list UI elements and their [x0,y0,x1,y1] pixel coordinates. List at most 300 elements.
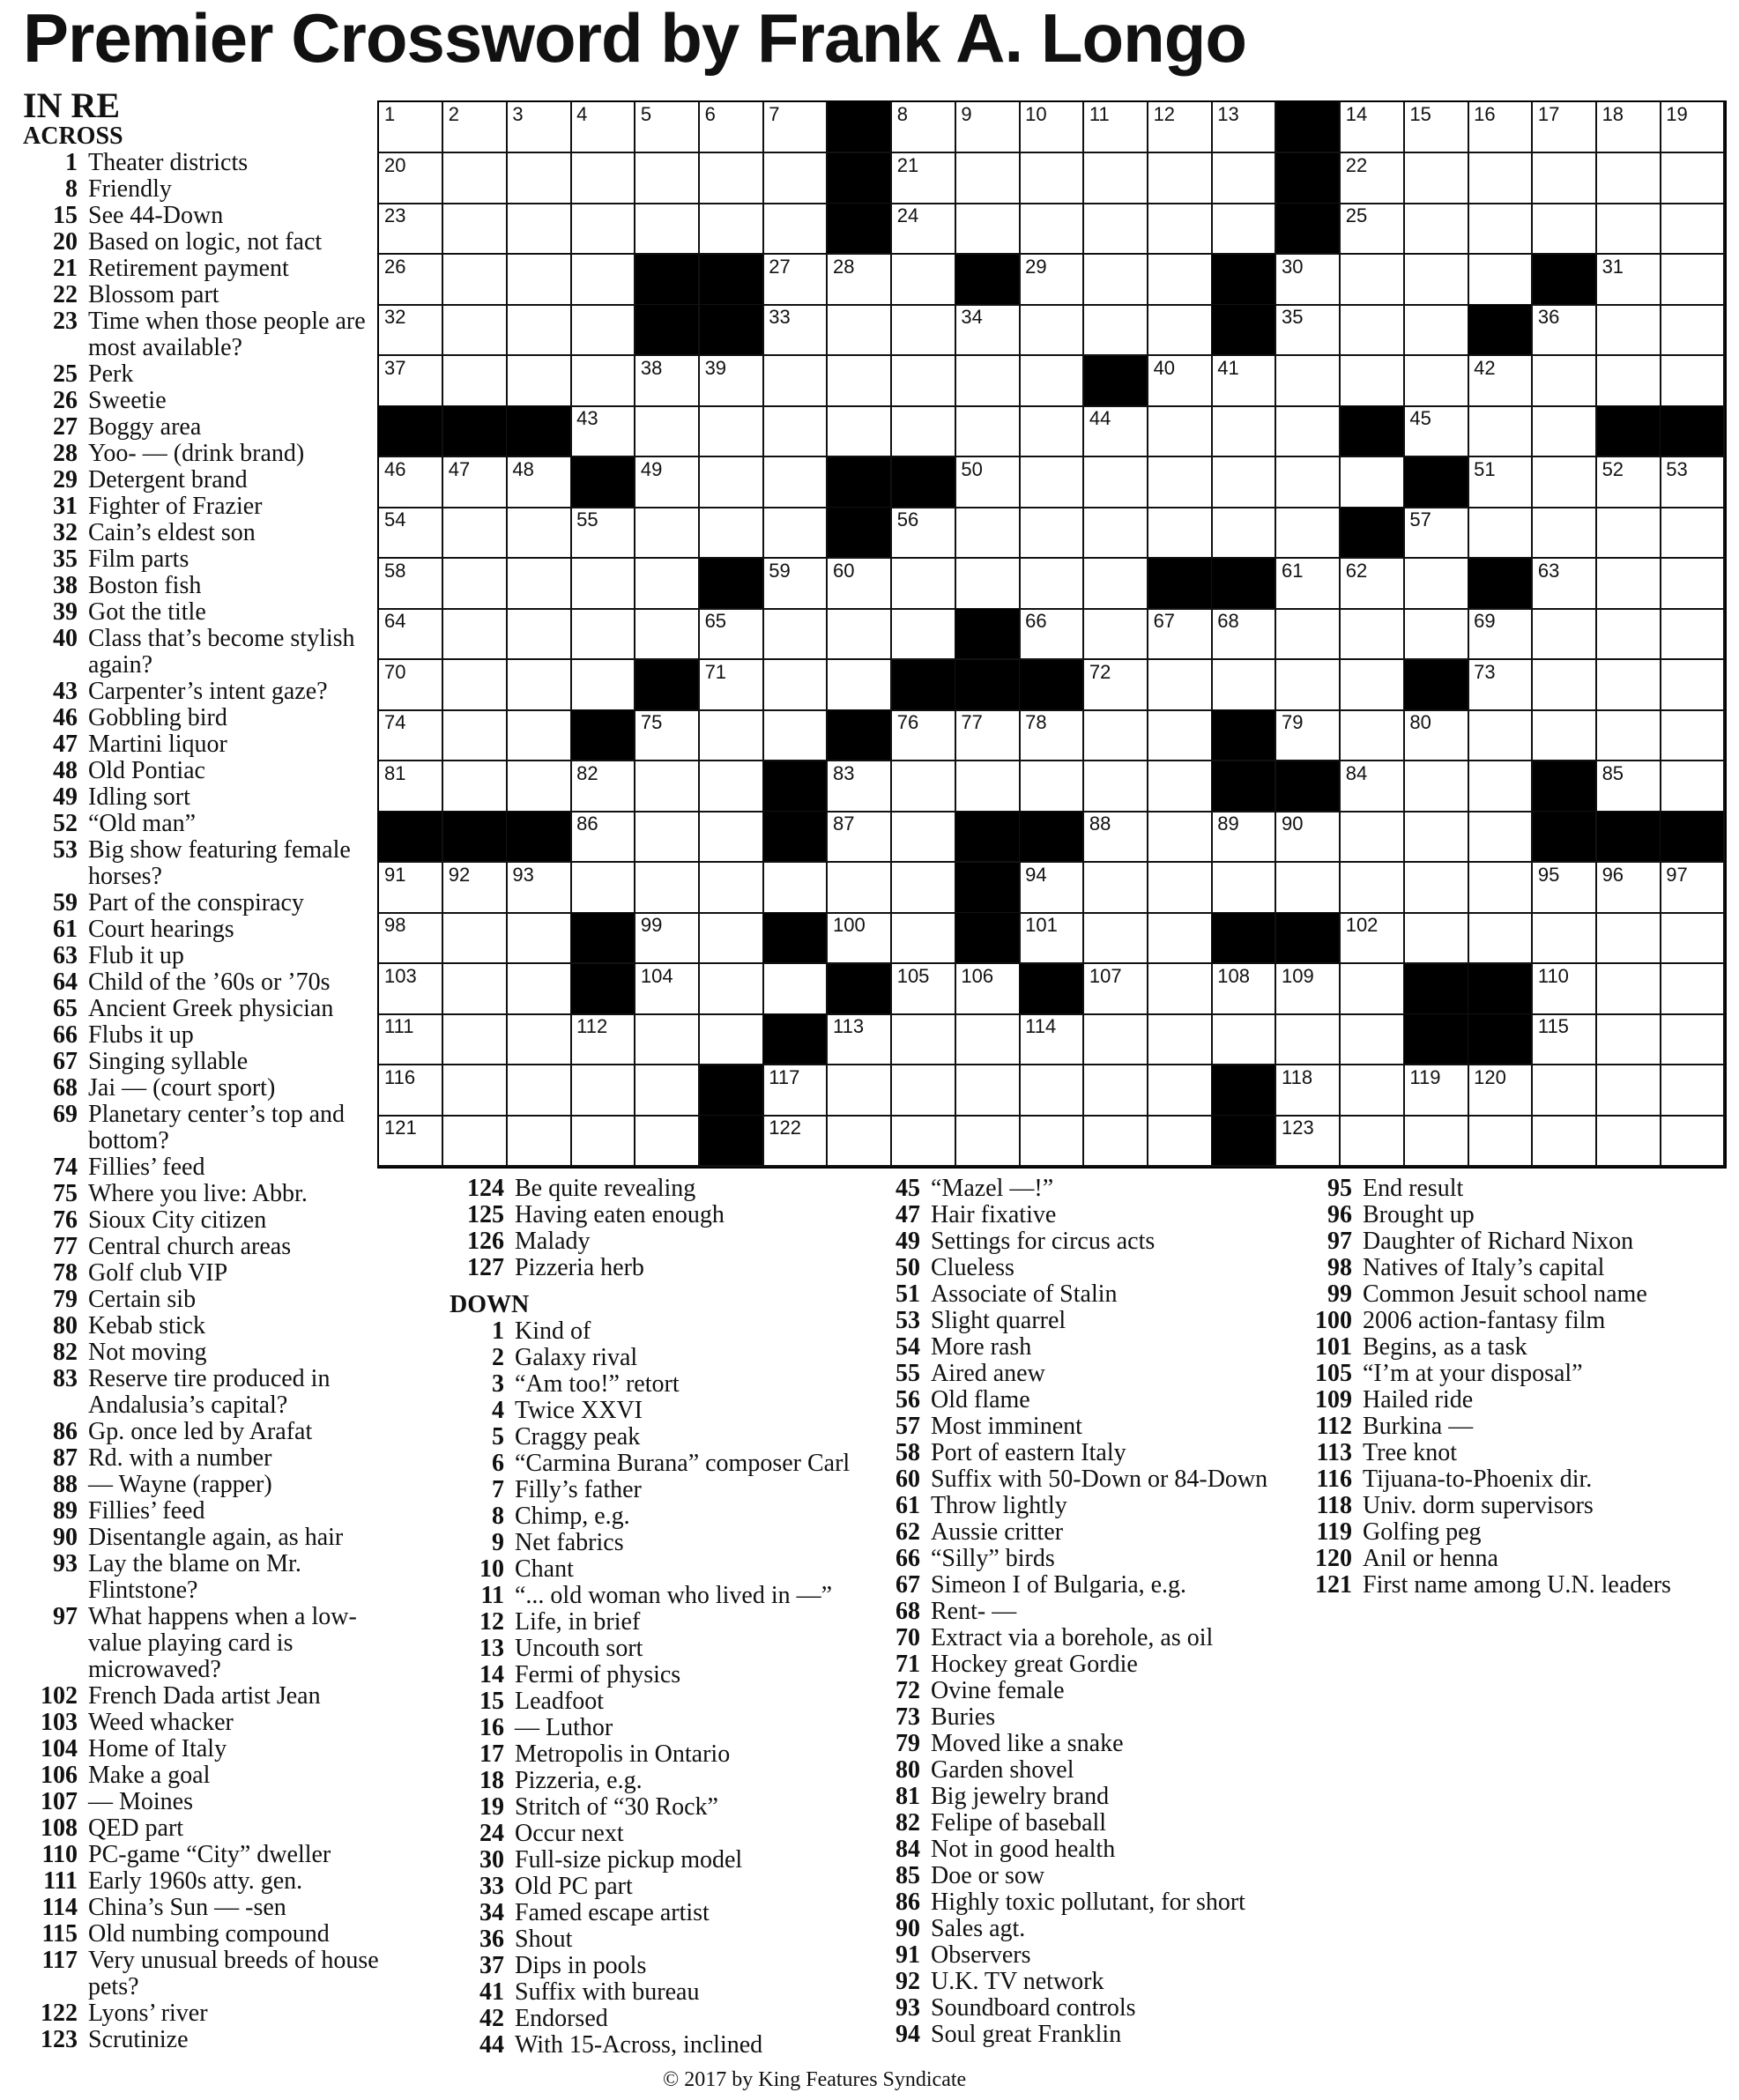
grid-cell [1084,559,1148,610]
grid-cell [1533,913,1597,964]
cell-number: 95 [1537,863,1560,886]
clue-number: 107 [41,1788,78,1815]
grid-cell [1597,255,1661,306]
grid-cell [955,761,1020,813]
clue-number: 104 [41,1735,78,1762]
clue-number: 39 [53,598,78,626]
clue-number: 50 [896,1254,920,1281]
grid-block [571,457,635,508]
clue-number: 69 [53,1101,78,1128]
grid-block [828,102,892,153]
clue-text: Flubs it up [88,1021,194,1049]
clue-item [23,203,404,229]
clue-item [450,1228,864,1255]
clue-number: 7 [492,1476,504,1503]
clue-item [450,1609,864,1636]
cell-number: 52 [1602,457,1624,480]
clue-number: 76 [53,1206,78,1234]
clue-number: 93 [53,1550,78,1577]
grid-cell [1020,305,1084,356]
clue-item [881,1228,1296,1255]
grid-cell [892,964,956,1015]
clue-item [23,2027,404,2053]
clue-item [23,1445,404,1472]
clue-item [23,150,404,176]
grid-cell [1212,153,1276,204]
grid-cell [892,102,956,153]
clue-item [450,1979,864,2006]
clue-number: 51 [896,1280,920,1308]
clue-text: Old Pontiac [88,757,205,784]
grid-cell [1020,356,1084,407]
grid-cell [507,102,571,153]
grid-cell [1341,812,1405,863]
cell-number: 19 [1666,103,1688,125]
clue-number: 65 [53,995,78,1022]
clue-item [23,1789,404,1815]
clue-number: 99 [1327,1280,1352,1308]
clue-item [23,626,404,679]
clue-item [450,1636,864,1662]
cell-number: 24 [896,204,919,227]
grid-cell [700,1014,764,1065]
clue-item [1304,1572,1728,1599]
clue-text: Felipe of baseball [931,1809,1107,1837]
clue-item [23,546,404,573]
grid-block [955,609,1020,660]
grid-cell [1148,1065,1213,1117]
grid-cell [571,559,635,610]
grid-block [1212,1116,1276,1167]
clue-item [23,441,404,467]
cell-number: 114 [1025,1015,1057,1038]
clue-text: — Luthor [515,1714,613,1741]
cell-number: 50 [961,457,983,480]
clue-number: 28 [53,440,78,467]
clue-number: 112 [1316,1413,1352,1440]
grid-cell [1148,913,1213,964]
cell-number: 11 [1089,103,1110,125]
cell-number: 98 [384,914,406,937]
grid-cell [1084,102,1148,153]
grid-block [763,1014,828,1065]
clue-text: Fighter of Frazier [88,493,263,520]
clue-item [23,679,404,705]
clue-text: Endorsed [515,2005,608,2032]
cell-number: 26 [384,255,406,278]
clue-number: 110 [41,1841,78,1868]
cell-number: 35 [1282,306,1304,329]
clue-text: Hair fixative [931,1201,1057,1228]
grid-block [1341,508,1405,559]
clue-text: Golfing peg [1363,1518,1482,1546]
clue-item [23,837,404,890]
cell-number: 20 [384,153,406,176]
cell-number: 81 [384,761,406,784]
clue-text: Chant [515,1555,574,1583]
clue-text: Based on logic, not fact [88,228,323,256]
grid-block [1468,305,1533,356]
clue-text: Port of eastern Italy [931,1439,1126,1466]
grid-cell [507,660,571,711]
grid-cell [1468,255,1533,306]
clue-item [23,1154,404,1181]
clue-text: Life, in brief [515,1608,641,1636]
grid-cell [1661,609,1725,660]
clue-item [23,969,404,996]
clue-number: 126 [467,1228,504,1255]
grid-cell [700,660,764,711]
grid-cell [1276,710,1341,761]
grid-cell [1404,913,1468,964]
cell-number: 111 [384,1015,414,1038]
clue-number: 82 [53,1339,78,1366]
grid-cell [571,812,635,863]
clue-number: 49 [896,1228,920,1255]
clue-text: Yoo- — (drink brand) [88,440,305,467]
clue-text: Where you live: Abbr. [88,1180,308,1207]
cell-number: 1 [384,103,396,125]
grid-cell [892,913,956,964]
grid-cell [1404,102,1468,153]
grid-cell [1020,609,1084,660]
clue-text: Sioux City citizen [88,1206,267,1234]
grid-cell [571,204,635,255]
clue-text: Idling sort [88,783,190,811]
clue-item [450,1477,864,1503]
clue-item [23,176,404,203]
clue-number: 44 [479,2031,504,2059]
clue-number: 21 [53,255,78,282]
grid-cell [1404,863,1468,914]
clue-number: 75 [53,1180,78,1207]
grid-cell [443,356,508,407]
clue-item [23,996,404,1022]
cell-number: 87 [833,813,855,835]
clue-number: 114 [41,1894,78,1921]
clue-text: Filly’s father [515,1476,642,1503]
cell-number: 122 [769,1117,801,1139]
page-title: Premier Crossword by Frank A. Longo [23,0,1247,77]
clue-text: Boston fish [88,572,202,599]
grid-cell [1020,508,1084,559]
cell-number: 82 [576,761,598,784]
cell-number: 70 [384,660,406,683]
down-heading: DOWN [450,1291,530,1318]
cell-number: 69 [1474,610,1496,633]
cell-number: 7 [769,103,780,125]
grid-cell [1341,863,1405,914]
cell-number: 59 [769,559,791,582]
grid-block [1276,204,1341,255]
clue-number: 52 [53,810,78,837]
clue-column-3 [881,1176,1296,2048]
cell-number: 78 [1025,711,1047,734]
grid-block [1212,710,1276,761]
grid-block [1212,305,1276,356]
clue-number: 15 [479,1688,504,1715]
cell-number: 67 [1153,610,1176,633]
clue-number: 34 [479,1899,504,1926]
clue-number: 2 [492,1344,504,1371]
clue-text: Got the title [88,598,206,626]
clue-number: 33 [479,1873,504,1900]
grid-cell [1533,1116,1597,1167]
grid-cell [892,812,956,863]
clue-number: 57 [896,1413,920,1440]
clue-text: Dips in pools [515,1952,647,1979]
grid-cell [1148,356,1213,407]
clue-number: 25 [53,360,78,388]
grid-cell [1597,1116,1661,1167]
cell-number: 96 [1602,863,1624,886]
cell-number: 41 [1217,356,1239,379]
clue-number: 71 [896,1651,920,1678]
clue-number: 67 [896,1571,920,1599]
grid-cell [507,761,571,813]
grid-block [1212,761,1276,813]
grid-cell [1468,508,1533,559]
cell-number: 103 [384,964,417,987]
grid-cell [1341,913,1405,964]
clue-number: 97 [1327,1228,1352,1255]
clue-number: 1 [65,149,78,176]
clue-item [881,1889,1296,1916]
cell-number: 61 [1282,559,1304,582]
grid-cell [700,356,764,407]
cell-number: 102 [1345,914,1379,937]
cell-number: 38 [640,356,663,379]
grid-cell [1533,660,1597,711]
grid-cell [1084,457,1148,508]
cell-number: 62 [1345,559,1368,582]
clue-number: 31 [53,493,78,520]
grid-cell [892,863,956,914]
clue-number: 10 [479,1555,504,1583]
clue-number: 121 [1315,1571,1352,1599]
clue-number: 90 [53,1524,78,1551]
clue-item [881,1599,1296,1625]
grid-cell [763,255,828,306]
clue-number: 87 [53,1444,78,1472]
grid-cell [1404,812,1468,863]
grid-cell [1084,1014,1148,1065]
cell-number: 6 [704,103,716,125]
clue-item [23,308,404,361]
clue-item [450,1794,864,1821]
cell-number: 71 [704,660,727,683]
cell-number: 107 [1089,964,1122,987]
grid-cell [1468,761,1533,813]
cell-number: 100 [833,914,866,937]
grid-cell [955,102,1020,153]
grid-cell [571,761,635,813]
clue-number: 66 [896,1545,920,1572]
grid-cell [763,559,828,610]
cell-number: 63 [1537,559,1560,582]
grid-cell [635,609,700,660]
grid-block [1212,913,1276,964]
grid-cell [635,964,700,1015]
clue-item [23,916,404,943]
cell-number: 74 [384,711,406,734]
grid-cell [1533,1014,1597,1065]
clue-item [23,573,404,599]
grid-cell [1404,1116,1468,1167]
clue-text: Blossom part [88,281,219,308]
cell-number: 33 [769,306,791,329]
grid-cell [828,660,892,711]
clue-text: Suffix with 50-Down or 84-Down [931,1466,1268,1493]
clue-text: Univ. dorm supervisors [1363,1492,1594,1519]
clue-number: 102 [41,1682,78,1710]
clue-item [23,1366,404,1419]
grid-cell [1661,761,1725,813]
cell-number: 88 [1089,813,1111,835]
grid-cell [1404,255,1468,306]
grid-cell [1597,153,1661,204]
clue-item [450,1202,864,1228]
clue-text: “Mazel —!” [931,1175,1054,1202]
clue-item [881,1281,1296,1308]
grid-cell [443,761,508,813]
cell-number: 66 [1025,610,1047,633]
clue-item [450,1741,864,1768]
clue-number: 122 [41,2000,78,2027]
grid-cell [1341,255,1405,306]
grid-block [828,508,892,559]
clue-number: 79 [896,1730,920,1757]
clue-number: 67 [53,1048,78,1075]
grid-cell [571,863,635,914]
grid-cell [892,1065,956,1117]
clue-item [23,520,404,546]
grid-cell [892,508,956,559]
grid-cell [443,102,508,153]
clue-text: Film parts [88,545,190,573]
grid-cell [763,609,828,660]
clue-text: Gp. once led by Arafat [88,1418,313,1445]
grid-cell [635,710,700,761]
grid-cell [1084,761,1148,813]
clue-text: Brought up [1363,1201,1475,1228]
clue-text: Lyons’ river [88,2000,208,2027]
clue-item [23,811,404,837]
clue-item [1304,1255,1728,1281]
grid-cell [828,559,892,610]
grid-cell [1276,964,1341,1015]
clue-number: 109 [1315,1386,1352,1414]
clue-item [450,1318,864,1345]
grid-block [571,964,635,1015]
clue-number: 80 [896,1756,920,1784]
clue-item [23,1075,404,1102]
grid-cell [828,761,892,813]
grid-cell [1341,457,1405,508]
grid-block [763,761,828,813]
grid-cell [571,153,635,204]
clue-text: Sales agt. [931,1915,1026,1942]
clue-text: Leadfoot [515,1688,605,1715]
clue-text: Flub it up [88,942,184,969]
grid-cell [763,406,828,457]
clue-text: Settings for circus acts [931,1228,1156,1255]
clue-text: Buries [931,1703,996,1731]
grid-cell [1020,913,1084,964]
clue-number: 19 [479,1793,504,1821]
clue-text: Very unusual breeds of house pets? [88,1947,379,2000]
grid-cell [635,102,700,153]
grid-block [828,153,892,204]
clue-number: 111 [43,1867,78,1895]
cell-number: 17 [1537,103,1560,125]
grid-cell [892,710,956,761]
grid-cell [635,863,700,914]
clue-text: Anil or henna [1363,1545,1498,1572]
grid-block [1404,660,1468,711]
clue-item [450,1345,864,1371]
clue-number: 95 [1327,1175,1352,1202]
clue-text: U.K. TV network [931,1968,1104,1995]
clue-item [23,414,404,441]
grid-cell [1404,356,1468,407]
grid-cell [1533,964,1597,1015]
grid-cell [1341,609,1405,660]
grid-cell [1597,1065,1661,1117]
clue-text: Martini liquor [88,731,227,758]
clue-number: 68 [896,1598,920,1625]
grid-block [763,812,828,863]
grid-cell [700,761,764,813]
clue-text: More rash [931,1333,1032,1361]
grid-cell [635,913,700,964]
grid-cell [1533,710,1597,761]
grid-cell [892,406,956,457]
clue-item [450,1821,864,1847]
grid-cell [955,1116,1020,1167]
grid-cell [892,356,956,407]
clue-number: 90 [896,1915,920,1942]
clue-item [450,2006,864,2032]
clue-text: Child of the ’60s or ’70s [88,968,331,996]
clue-text: Lay the blame on Mr. Flintstone? [88,1550,301,1604]
grid-cell [763,305,828,356]
grid-cell [571,1065,635,1117]
clue-text: QED part [88,1814,184,1842]
grid-cell [955,204,1020,255]
clue-number: 103 [41,1709,78,1736]
grid-cell [1212,1014,1276,1065]
grid-cell [571,406,635,457]
grid-cell [1212,508,1276,559]
grid-cell [1468,1116,1533,1167]
clue-item [23,943,404,969]
clue-item [450,1847,864,1874]
grid-cell [1597,710,1661,761]
clue-number: 85 [896,1862,920,1889]
clue-item [23,2000,404,2027]
clue-item [23,1287,404,1313]
grid-block [1404,964,1468,1015]
grid-cell [1341,356,1405,407]
grid-cell [892,305,956,356]
clue-text: “Carmina Burana” composer Carl [515,1450,851,1477]
grid-cell [1084,863,1148,914]
grid-cell [1661,305,1725,356]
clue-text: Observers [931,1941,1031,1969]
grid-cell [1212,964,1276,1015]
grid-cell [1148,508,1213,559]
